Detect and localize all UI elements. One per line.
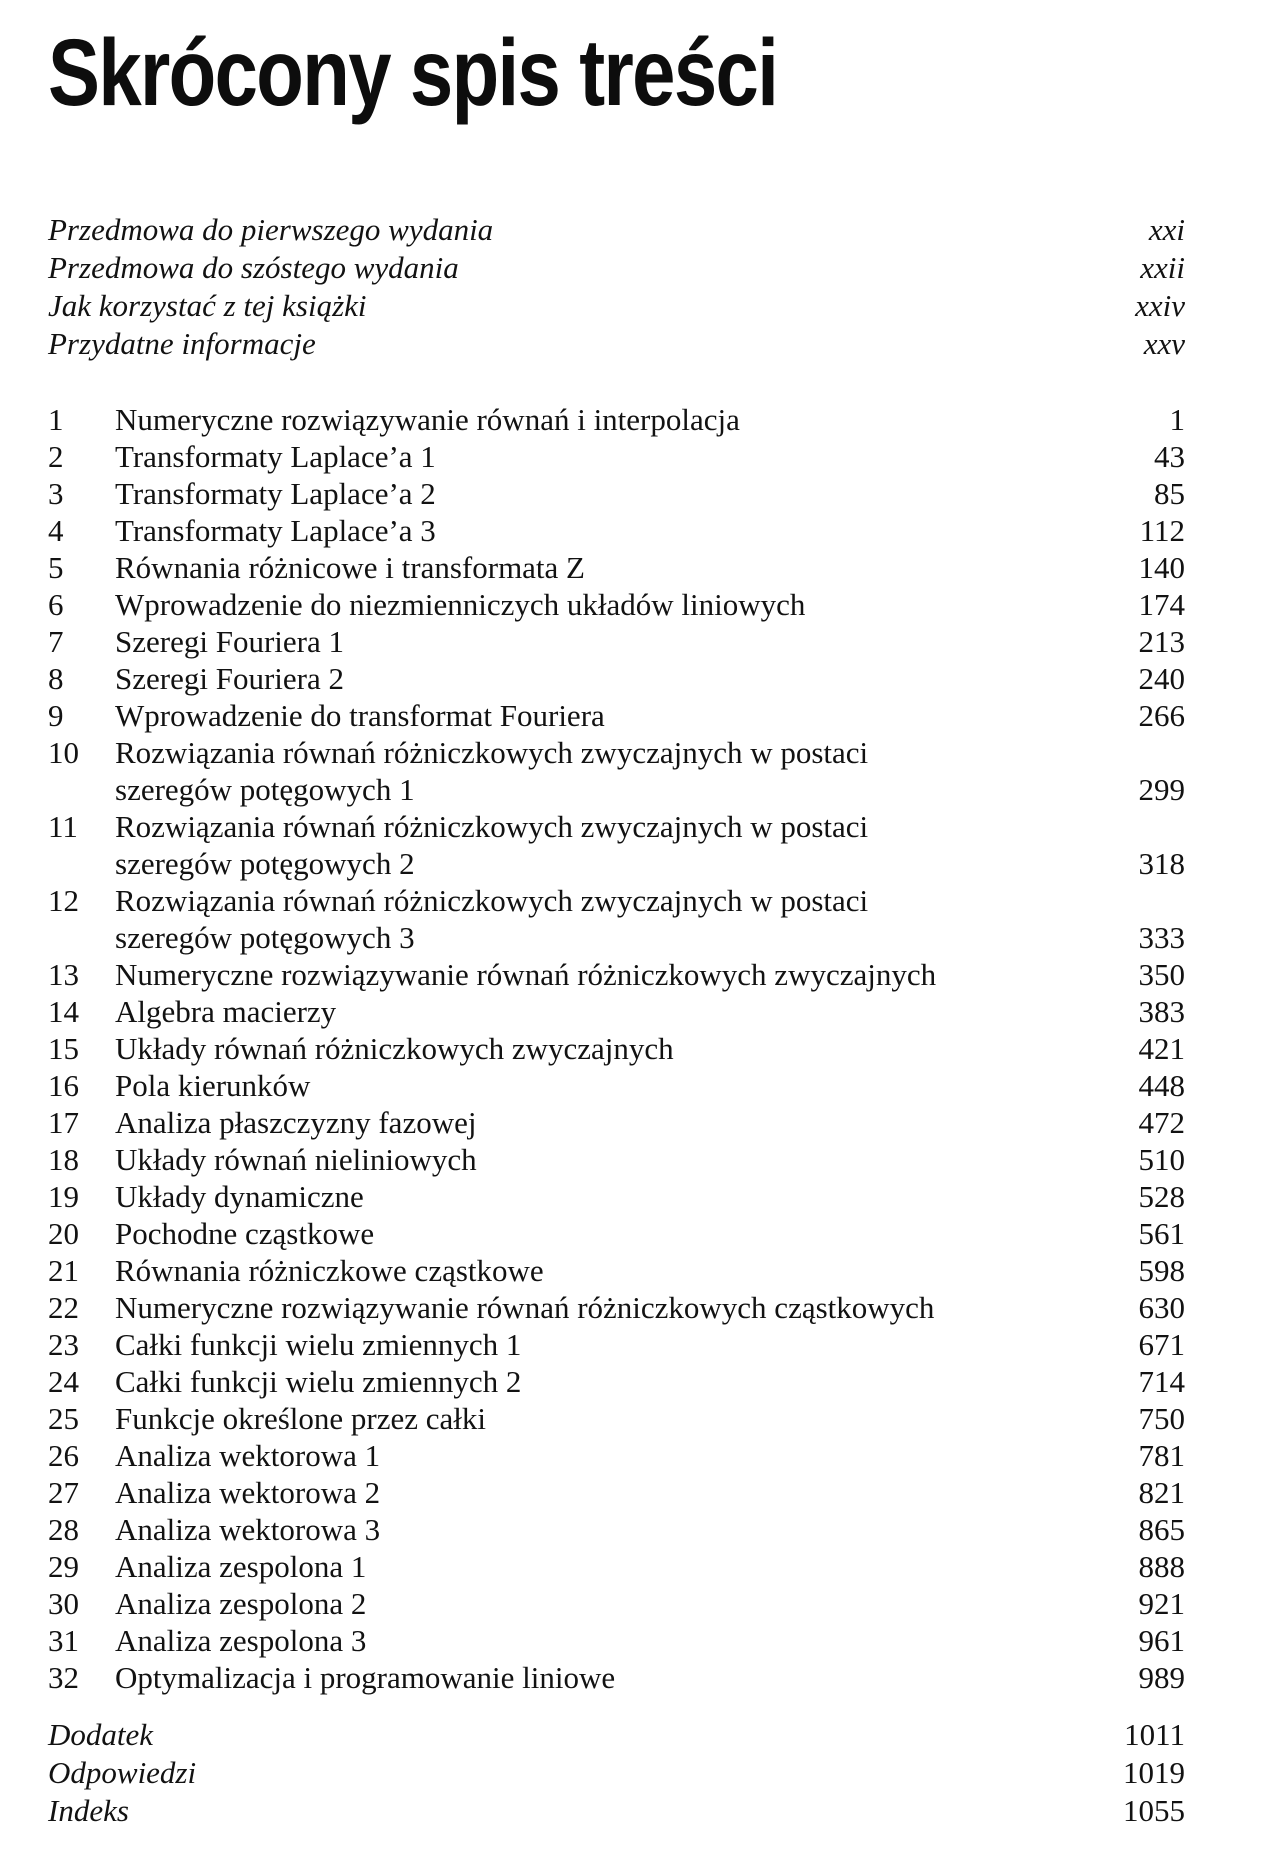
chapter-number: 17 [48,1105,79,1140]
chapter-number: 6 [48,587,64,622]
chapter-title-line: Szeregi Fouriera 1 [115,624,344,659]
chapter-title-line: Numeryczne rozwiązywanie równań i interpolacja [115,402,740,437]
chapter-list [48,401,1185,1696]
chapter-number: 16 [48,1068,79,1103]
chapter-title [115,1141,1139,1178]
front-matter-page-number: xxv [1143,326,1185,361]
chapter-title [115,1178,1139,1215]
chapter-number: 3 [48,476,64,511]
chapter-title-line: Numeryczne rozwiązywanie równań różniczkowych cząstkowych [115,1290,935,1325]
toc-chapter-row [48,475,1185,512]
toc-chapter-row [48,586,1185,623]
back-matter-page-number: 1019 [1123,1755,1185,1790]
chapter-title-line: Analiza zespolona 2 [115,1586,367,1621]
chapter-page-number: 448 [1138,1068,1185,1103]
chapter-title [115,1548,1139,1585]
toc-chapter-row [48,956,1185,993]
toc-chapter-row [48,1178,1185,1215]
chapter-title-line: szeregów potęgowych 2 [115,846,415,881]
page-title: Skrócony spis treści [48,20,778,126]
chapter-page-number: 85 [1154,476,1185,511]
front-matter-page-number: xxii [1140,250,1185,285]
chapter-number: 13 [48,957,79,992]
toc-chapter-row [48,401,1185,438]
chapter-number: 7 [48,624,64,659]
toc-chapter-row [48,1326,1185,1363]
chapter-page-number: 888 [1138,1549,1185,1584]
toc-chapter-row [48,1067,1185,1104]
chapter-title-line: Analiza zespolona 3 [115,1623,367,1658]
chapter-title [115,1289,1139,1326]
toc-chapter-row [48,1622,1185,1659]
chapter-title-line: Szeregi Fouriera 2 [115,661,344,696]
chapter-title [115,808,1139,882]
chapter-page-number: 528 [1138,1179,1185,1214]
toc-chapter-row [48,1400,1185,1437]
chapter-title-line: Transformaty Laplace’a 2 [115,476,436,511]
front-matter-row [48,211,1185,249]
toc-chapter-row [48,808,1185,882]
chapter-number: 32 [48,1660,79,1695]
chapter-page-number: 421 [1138,1031,1185,1066]
chapter-page-number: 213 [1138,624,1185,659]
chapter-number: 5 [48,550,64,585]
chapter-title [115,660,1139,697]
chapter-title-line: Pochodne cząstkowe [115,1216,375,1251]
chapter-title-line: Rozwiązania równań różniczkowych zwyczajnych w postaci [115,809,869,844]
front-matter-row [48,249,1185,287]
toc-chapter-row [48,1141,1185,1178]
chapter-page-number: 1 [1169,402,1185,437]
chapter-page-number: 961 [1138,1623,1185,1658]
toc-chapter-row [48,1474,1185,1511]
toc-chapter-row [48,697,1185,734]
toc-chapter-row [48,549,1185,586]
chapter-title-line: Funkcje określone przez całki [115,1401,486,1436]
chapter-title [115,1363,1139,1400]
chapter-number: 19 [48,1179,79,1214]
toc-chapter-row [48,882,1185,956]
chapter-number: 2 [48,439,64,474]
chapter-title-line: Transformaty Laplace’a 1 [115,439,436,474]
chapter-title [115,1030,1139,1067]
chapter-title-line: Numeryczne rozwiązywanie równań różniczkowych zwyczajnych [115,957,937,992]
chapter-title-line: Algebra macierzy [115,994,337,1029]
back-matter-row [48,1754,1185,1792]
chapter-title [115,1511,1139,1548]
chapter-title [115,1585,1139,1622]
toc-chapter-row [48,1215,1185,1252]
chapter-title-line: Rozwiązania równań różniczkowych zwyczajnych w postaci [115,735,869,770]
chapter-title-line: Analiza wektorowa 3 [115,1512,381,1547]
chapter-page-number: 383 [1138,994,1185,1029]
chapter-number: 22 [48,1290,79,1325]
back-matter-row [48,1716,1185,1754]
chapter-number: 25 [48,1401,79,1436]
back-matter-list [48,1716,1185,1830]
chapter-page-number: 821 [1138,1475,1185,1510]
chapter-title-line: Transformaty Laplace’a 3 [115,513,436,548]
chapter-title [115,697,1139,734]
chapter-title-line: Układy dynamiczne [115,1179,364,1214]
chapter-title-line: Optymalizacja i programowanie liniowe [115,1660,616,1695]
back-matter-page-number: 1055 [1123,1793,1185,1828]
chapter-page-number: 921 [1138,1586,1185,1621]
chapter-number: 10 [48,735,79,770]
chapter-title [115,956,1139,993]
toc-chapter-row [48,1030,1185,1067]
chapter-title-line: szeregów potęgowych 1 [115,772,415,807]
chapter-title-line: Analiza zespolona 1 [115,1549,367,1584]
chapter-title [115,1067,1139,1104]
front-matter-row [48,325,1185,363]
chapter-number: 1 [48,402,64,437]
chapter-title [115,1474,1139,1511]
back-matter-label: Dodatek [48,1717,154,1752]
toc-chapter-row [48,1363,1185,1400]
chapter-page-number: 598 [1138,1253,1185,1288]
back-matter-label: Odpowiedzi [48,1755,197,1790]
chapter-title-line: Rozwiązania równań różniczkowych zwyczajnych w postaci [115,883,869,918]
toc-chapter-row [48,993,1185,1030]
toc-chapter-row [48,1659,1185,1696]
chapter-page-number: 174 [1138,587,1185,622]
chapter-page-number: 350 [1138,957,1185,992]
chapter-title-line: Całki funkcji wielu zmiennych 1 [115,1327,522,1362]
chapter-page-number: 43 [1154,439,1185,474]
toc-chapter-row [48,1585,1185,1622]
chapter-title-line: Analiza wektorowa 1 [115,1438,381,1473]
toc-chapter-row [48,623,1185,660]
chapter-title [115,1215,1139,1252]
chapter-title [115,475,1154,512]
front-matter-page-number: xxiv [1135,288,1185,323]
chapter-title [115,1252,1139,1289]
front-matter-label: Przedmowa do pierwszego wydania [48,212,494,247]
page-title-wrap [48,20,937,126]
chapter-page-number: 865 [1138,1512,1185,1547]
toc-chapter-row [48,1511,1185,1548]
front-matter-label: Jak korzystać z tej książki [48,288,367,323]
chapter-title [115,623,1139,660]
toc-chapter-row [48,1289,1185,1326]
front-matter-list [48,211,1185,363]
chapter-title [115,1659,1139,1696]
chapter-number: 4 [48,513,64,548]
chapter-title [115,512,1140,549]
chapter-title [115,586,1139,623]
chapter-number: 29 [48,1549,79,1584]
chapter-title [115,401,1170,438]
chapter-title-line: Układy równań nieliniowych [115,1142,477,1177]
chapter-page-number: 510 [1138,1142,1185,1177]
chapter-title-line: Analiza wektorowa 2 [115,1475,381,1510]
toc-chapter-row [48,438,1185,475]
chapter-page-number: 671 [1138,1327,1185,1362]
toc-chapter-row [48,734,1185,808]
toc-chapter-row [48,1104,1185,1141]
front-matter-label: Przydatne informacje [48,326,316,361]
chapter-title [115,549,1139,586]
chapter-number: 14 [48,994,79,1029]
chapter-number: 12 [48,883,79,918]
toc-chapter-row [48,1548,1185,1585]
chapter-page-number: 781 [1138,1438,1185,1473]
chapter-title-line: Wprowadzenie do niezmienniczych układów liniowych [115,587,806,622]
chapter-number: 18 [48,1142,79,1177]
chapter-number: 31 [48,1623,79,1658]
chapter-page-number: 561 [1138,1216,1185,1251]
chapter-number: 9 [48,698,64,733]
chapter-title-line: Wprowadzenie do transformat Fouriera [115,698,605,733]
chapter-title-line: Równania różniczkowe cząstkowe [115,1253,544,1288]
chapter-number: 30 [48,1586,79,1621]
chapter-number: 26 [48,1438,79,1473]
chapter-title-line: Całki funkcji wielu zmiennych 2 [115,1364,522,1399]
back-matter-label: Indeks [48,1793,129,1828]
chapter-page-number: 112 [1139,513,1185,548]
chapter-title-line: Układy równań różniczkowych zwyczajnych [115,1031,674,1066]
chapter-page-number: 318 [1138,846,1185,881]
chapter-number: 21 [48,1253,79,1288]
front-matter-row [48,287,1185,325]
toc-chapter-row [48,1252,1185,1289]
chapter-page-number: 140 [1138,550,1185,585]
toc-chapter-row [48,660,1185,697]
chapter-page-number: 630 [1138,1290,1185,1325]
back-matter-row [48,1792,1185,1830]
chapter-number: 24 [48,1364,79,1399]
chapter-page-number: 299 [1138,772,1185,807]
chapter-title-line: Pola kierunków [115,1068,311,1103]
toc-chapter-row [48,512,1185,549]
chapter-number: 11 [48,809,78,844]
chapter-title [115,1326,1139,1363]
chapter-title-line: Analiza płaszczyzny fazowej [115,1105,477,1140]
chapter-page-number: 750 [1138,1401,1185,1436]
front-matter-label: Przedmowa do szóstego wydania [48,250,459,285]
chapter-title [115,734,1139,808]
chapter-title [115,1104,1139,1141]
chapter-title [115,993,1139,1030]
chapter-number: 20 [48,1216,79,1251]
chapter-title [115,882,1139,956]
chapter-number: 28 [48,1512,79,1547]
chapter-title [115,438,1154,475]
chapter-page-number: 472 [1138,1105,1185,1140]
front-matter-page-number: xxi [1148,212,1185,247]
chapter-title [115,1400,1139,1437]
chapter-title [115,1622,1139,1659]
chapter-number: 8 [48,661,64,696]
back-matter-page-number: 1011 [1124,1717,1185,1752]
chapter-page-number: 989 [1138,1660,1185,1695]
chapter-page-number: 266 [1138,698,1185,733]
chapter-page-number: 333 [1138,920,1185,955]
chapter-page-number: 714 [1138,1364,1185,1399]
chapter-title [115,1437,1139,1474]
chapter-page-number: 240 [1138,661,1185,696]
toc-chapter-row [48,1437,1185,1474]
chapter-number: 15 [48,1031,79,1066]
chapter-title-line: szeregów potęgowych 3 [115,920,415,955]
chapter-title-line: Równania różnicowe i transformata Z [115,550,585,585]
chapter-number: 27 [48,1475,79,1510]
chapter-number: 23 [48,1327,79,1362]
